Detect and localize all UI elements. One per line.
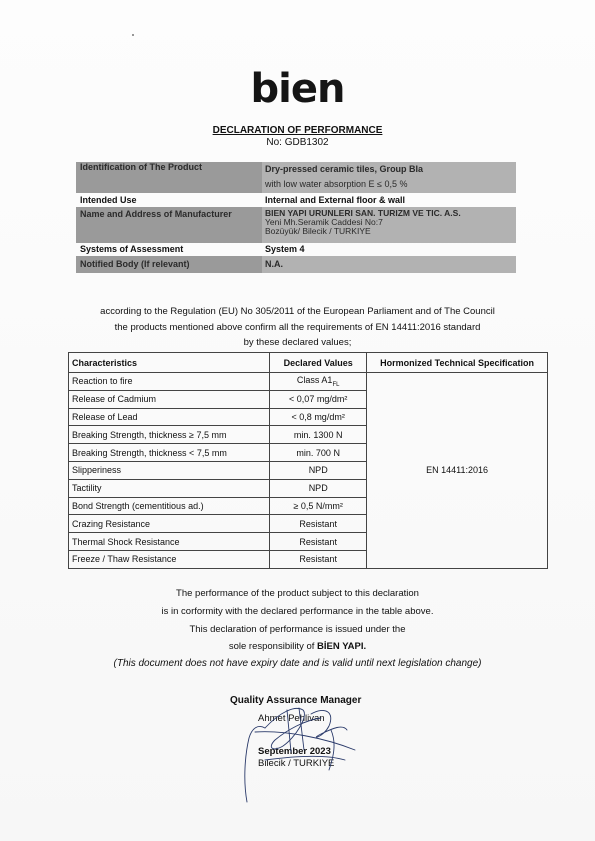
id-value-line: System 4: [265, 244, 305, 254]
declared-value-subscript: FL: [332, 381, 340, 388]
id-value-line: Dry-pressed ceramic tiles, Group BIa: [265, 164, 424, 174]
declared-value-cell: NPD: [270, 479, 367, 497]
declared-value-cell: < 0,07 mg/dm²: [270, 390, 367, 408]
company-logo: bien: [250, 66, 345, 112]
id-label: Identification of The Product: [76, 162, 262, 193]
characteristic-cell: Thermal Shock Resistance: [69, 533, 270, 551]
characteristic-cell: Crazing Resistance: [69, 515, 270, 533]
company-name: BİEN YAPI.: [317, 641, 367, 652]
scan-speck: [132, 34, 134, 36]
declared-value-cell: < 0,8 mg/dm²: [270, 408, 367, 426]
id-row-manufacturer: [76, 207, 516, 243]
handwritten-signature: [225, 690, 375, 810]
declared-value-cell: NPD: [270, 461, 367, 479]
id-value-line: BIEN YAPI URUNLERI SAN. TURIZM VE TIC. A.S.: [265, 208, 461, 218]
declared-value-cell: Resistant: [270, 533, 367, 551]
declared-value-cell: Resistant: [270, 515, 367, 533]
id-value: [262, 207, 516, 243]
id-value-line: Internal and External floor & wall: [265, 195, 406, 205]
product-identification-block: [76, 162, 516, 273]
characteristic-cell: Bond Strength (cementitious ad.): [69, 497, 270, 515]
document-title: DECLARATION OF PERFORMANCE: [212, 125, 383, 136]
column-header: Hormonized Technical Specification: [367, 353, 548, 373]
id-value-line: N.A.: [262, 256, 516, 273]
id-value-line: Yeni Mh.Seramik Caddesi No:7: [265, 217, 383, 227]
document-number: No: GDB1302: [266, 137, 329, 148]
signatory-title: Quality Assurance Manager: [230, 695, 362, 706]
characteristic-cell: Breaking Strength, thickness < 7,5 mm: [69, 444, 270, 462]
id-label: Intended Use: [80, 195, 137, 205]
signature-date: September 2023: [258, 746, 331, 757]
declared-value-cell: Resistant: [270, 550, 367, 568]
id-value-line: Bozüyük/ Bilecik / TURKIYE: [265, 226, 371, 236]
conformity-text: The performance of the product subject to this declaration: [176, 588, 419, 599]
regulation-text: the products mentioned above confirm all the requirements of EN 14411:2016 standard: [114, 322, 481, 333]
characteristic-cell: Freeze / Thaw Resistance: [69, 550, 270, 568]
regulation-text: according to the Regulation (EU) No 305/2011 of the European Parliament and of The Council: [100, 306, 495, 317]
id-value: [262, 162, 516, 193]
characteristic-cell: Release of Lead: [69, 408, 270, 426]
id-row-intended-use: [76, 193, 516, 207]
id-label: Systems of Assessment: [80, 244, 184, 254]
characteristic-cell: Breaking Strength, thickness ≥ 7,5 mm: [69, 426, 270, 444]
signatory-name: Ahmet Pehlivan: [258, 713, 325, 724]
table-row: [69, 373, 548, 391]
characteristic-cell: Release of Cadmium: [69, 390, 270, 408]
id-row-assessment: [76, 243, 516, 256]
signature-place: Bilecik / TURKIYE: [258, 758, 335, 769]
table-header-row: [69, 353, 548, 373]
id-value-line: with low water absorption E ≤ 0,5 %: [265, 179, 408, 189]
responsibility-prefix: sole responsibility of: [228, 641, 318, 652]
conformity-text: This declaration of performance is issued under the: [189, 624, 406, 635]
id-row-product: [76, 162, 516, 193]
characteristic-cell: Reaction to fire: [69, 373, 270, 391]
declared-value-cell: min. 1300 N: [270, 426, 367, 444]
id-row-notified-body: [76, 256, 516, 273]
specification-cell: EN 14411:2016: [367, 373, 548, 569]
regulation-text: by these declared values;: [243, 337, 352, 348]
validity-note: (This document does not have expiry date and is valid until next legislation change): [113, 658, 482, 669]
column-header: Characteristics: [69, 353, 270, 373]
column-header: Declared Values: [270, 353, 367, 373]
conformity-text: is in corformity with the declared performance in the table above.: [161, 606, 434, 617]
id-label: Name and Address of Manufacturer: [76, 207, 262, 243]
declared-value-cell: min. 700 N: [270, 444, 367, 462]
performance-table: [68, 352, 548, 569]
characteristic-cell: Slipperiness: [69, 461, 270, 479]
declared-value: Class A1: [296, 375, 333, 385]
id-label: Notified Body (If relevant): [76, 256, 262, 273]
declared-value-cell: [270, 373, 367, 391]
declared-value-cell: ≥ 0,5 N/mm²: [270, 497, 367, 515]
responsibility-text: [0, 641, 595, 652]
characteristic-cell: Tactility: [69, 479, 270, 497]
